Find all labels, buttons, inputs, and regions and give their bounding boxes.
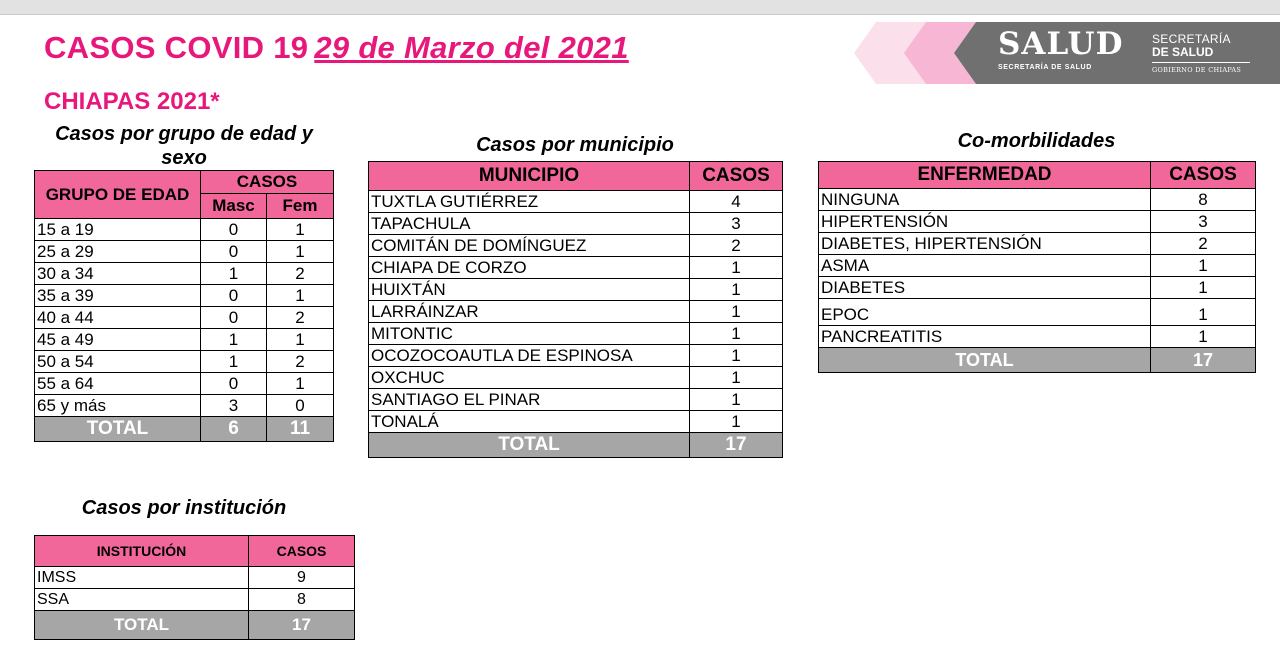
institucion-table bbox=[34, 535, 355, 640]
table-row bbox=[819, 255, 1256, 277]
table-row bbox=[369, 213, 783, 235]
table-row bbox=[369, 345, 783, 367]
edad-total-fem: 11 bbox=[267, 417, 334, 442]
municipio-section-title: Casos por municipio bbox=[476, 134, 674, 156]
edad-section-title: Casos por grupo de edad y sexo bbox=[55, 123, 313, 169]
edad-group-cell: 45 a 49 bbox=[35, 329, 201, 351]
municipio-cases-cell: 3 bbox=[690, 213, 783, 235]
edad-group-cell: 30 a 34 bbox=[35, 263, 201, 285]
municipio-cases-cell: 1 bbox=[690, 389, 783, 411]
edad-fem-cell: 2 bbox=[267, 351, 334, 373]
table-row bbox=[369, 367, 783, 389]
edad-group-cell: 65 y más bbox=[35, 395, 201, 417]
edad-masc-cell: 1 bbox=[201, 329, 267, 351]
table-row bbox=[35, 395, 334, 417]
comorbilidad-total-label: TOTAL bbox=[819, 348, 1151, 373]
edad-group-cell: 55 a 64 bbox=[35, 373, 201, 395]
table-row bbox=[819, 211, 1256, 233]
title-date: 29 de Marzo del 2021 bbox=[314, 30, 629, 65]
institucion-name-cell: SSA bbox=[35, 589, 249, 611]
institucion-cases-cell: 9 bbox=[249, 567, 355, 589]
total-row bbox=[35, 417, 334, 442]
table-row bbox=[35, 329, 334, 351]
table-row bbox=[369, 191, 783, 213]
institucion-total-label: TOTAL bbox=[35, 611, 249, 640]
municipio-cases-cell: 1 bbox=[690, 323, 783, 345]
municipio-cases-cell: 1 bbox=[690, 345, 783, 367]
edad-masc-cell: 0 bbox=[201, 285, 267, 307]
table-row bbox=[819, 277, 1256, 299]
municipio-table bbox=[368, 161, 783, 458]
comorbilidad-name-cell: HIPERTENSIÓN bbox=[819, 211, 1151, 233]
municipio-header-cases: CASOS bbox=[690, 162, 783, 191]
comorbilidad-header-name: ENFERMEDAD bbox=[819, 162, 1151, 189]
table-row bbox=[35, 589, 355, 611]
institucion-section-title: Casos por institución bbox=[81, 497, 287, 519]
table-row bbox=[35, 285, 334, 307]
municipio-cases-cell: 4 bbox=[690, 191, 783, 213]
comorbilidad-table-body bbox=[819, 189, 1256, 373]
municipio-name-cell: TUXTLA GUTIÉRREZ bbox=[369, 191, 690, 213]
table-row bbox=[369, 301, 783, 323]
logo-brand-sub: SECRETARÍA DE SALUD bbox=[998, 64, 1092, 71]
municipio-cases-cell: 1 bbox=[690, 301, 783, 323]
table-row bbox=[369, 389, 783, 411]
table-row bbox=[35, 219, 334, 241]
municipio-name-cell: OCOZOCOAUTLA DE ESPINOSA bbox=[369, 345, 690, 367]
table-row bbox=[819, 189, 1256, 211]
table-row bbox=[369, 323, 783, 345]
edad-fem-cell: 1 bbox=[267, 285, 334, 307]
municipio-cases-cell: 1 bbox=[690, 257, 783, 279]
total-row bbox=[819, 348, 1256, 373]
table-row bbox=[35, 567, 355, 589]
edad-group-cell: 25 a 29 bbox=[35, 241, 201, 263]
edad-header-fem: Fem bbox=[267, 194, 334, 219]
edad-group-cell: 40 a 44 bbox=[35, 307, 201, 329]
edad-masc-cell: 0 bbox=[201, 219, 267, 241]
comorbilidad-cases-cell: 8 bbox=[1151, 189, 1256, 211]
comorbilidad-name-cell: NINGUNA bbox=[819, 189, 1151, 211]
page-subtitle: CHIAPAS 2021* bbox=[44, 88, 220, 115]
edad-group-cell: 35 a 39 bbox=[35, 285, 201, 307]
comorbilidad-table bbox=[818, 161, 1256, 373]
table-row bbox=[369, 235, 783, 257]
comorbilidad-name-cell: DIABETES bbox=[819, 277, 1151, 299]
logo-secretaria-line2: DE SALUD bbox=[1152, 45, 1214, 59]
comorbilidad-cases-cell: 2 bbox=[1151, 233, 1256, 255]
page-title bbox=[44, 30, 629, 66]
institucion-cases-cell: 8 bbox=[249, 589, 355, 611]
municipio-name-cell: SANTIAGO EL PINAR bbox=[369, 389, 690, 411]
table-row bbox=[369, 411, 783, 433]
table-row bbox=[819, 326, 1256, 348]
table-row bbox=[819, 299, 1256, 326]
table-row bbox=[35, 241, 334, 263]
comorbilidad-section-title: Co-morbilidades bbox=[957, 130, 1116, 152]
edad-fem-cell: 0 bbox=[267, 395, 334, 417]
edad-fem-cell: 2 bbox=[267, 307, 334, 329]
comorbilidad-name-cell: EPOC bbox=[819, 299, 1151, 326]
edad-header-cases: CASOS bbox=[201, 171, 334, 194]
municipio-cases-cell: 1 bbox=[690, 367, 783, 389]
edad-table-body bbox=[35, 219, 334, 442]
municipio-header-name: MUNICIPIO bbox=[369, 162, 690, 191]
comorbilidad-header-cases: CASOS bbox=[1151, 162, 1256, 189]
institucion-table-body bbox=[35, 567, 355, 640]
municipio-table-body bbox=[369, 191, 783, 458]
total-row bbox=[369, 433, 783, 458]
edad-masc-cell: 0 bbox=[201, 373, 267, 395]
table-row bbox=[35, 263, 334, 285]
logo-gobierno: GOBIERNO DE CHIAPAS bbox=[1152, 66, 1242, 74]
logo-secretaria-line1: SECRETARÍA bbox=[1152, 32, 1231, 46]
comorbilidad-cases-cell: 3 bbox=[1151, 211, 1256, 233]
table-row bbox=[35, 307, 334, 329]
comorbilidad-name-cell: PANCREATITIS bbox=[819, 326, 1151, 348]
institucion-header-cases: CASOS bbox=[249, 536, 355, 567]
table-row bbox=[369, 257, 783, 279]
edad-fem-cell: 1 bbox=[267, 241, 334, 263]
edad-fem-cell: 1 bbox=[267, 329, 334, 351]
edad-table bbox=[34, 170, 334, 442]
institucion-total-value: 17 bbox=[249, 611, 355, 640]
edad-fem-cell: 2 bbox=[267, 263, 334, 285]
comorbilidad-total-value: 17 bbox=[1151, 348, 1256, 373]
edad-total-masc: 6 bbox=[201, 417, 267, 442]
edad-fem-cell: 1 bbox=[267, 219, 334, 241]
title-main: CASOS COVID 19 bbox=[44, 30, 309, 65]
municipio-total-label: TOTAL bbox=[369, 433, 690, 458]
municipio-name-cell: TAPACHULA bbox=[369, 213, 690, 235]
window-top-bar bbox=[0, 0, 1280, 15]
institucion-name-cell: IMSS bbox=[35, 567, 249, 589]
edad-masc-cell: 0 bbox=[201, 241, 267, 263]
edad-group-cell: 15 a 19 bbox=[35, 219, 201, 241]
edad-masc-cell: 0 bbox=[201, 307, 267, 329]
table-row bbox=[35, 351, 334, 373]
total-row bbox=[35, 611, 355, 640]
logo-divider bbox=[1152, 62, 1250, 63]
municipio-cases-cell: 1 bbox=[690, 279, 783, 301]
municipio-name-cell: LARRÁINZAR bbox=[369, 301, 690, 323]
logo-brand: SALUD bbox=[998, 26, 1124, 62]
comorbilidad-cases-cell: 1 bbox=[1151, 299, 1256, 326]
table-row bbox=[35, 373, 334, 395]
municipio-total-value: 17 bbox=[690, 433, 783, 458]
municipio-name-cell: OXCHUC bbox=[369, 367, 690, 389]
municipio-cases-cell: 1 bbox=[690, 411, 783, 433]
edad-fem-cell: 1 bbox=[267, 373, 334, 395]
edad-masc-cell: 3 bbox=[201, 395, 267, 417]
institucion-header-name: INSTITUCIÓN bbox=[35, 536, 249, 567]
comorbilidad-cases-cell: 1 bbox=[1151, 326, 1256, 348]
edad-total-label: TOTAL bbox=[35, 417, 201, 442]
edad-group-cell: 50 a 54 bbox=[35, 351, 201, 373]
edad-header-masc: Masc bbox=[201, 194, 267, 219]
municipio-name-cell: COMITÁN DE DOMÍNGUEZ bbox=[369, 235, 690, 257]
municipio-cases-cell: 2 bbox=[690, 235, 783, 257]
edad-masc-cell: 1 bbox=[201, 263, 267, 285]
municipio-name-cell: CHIAPA DE CORZO bbox=[369, 257, 690, 279]
edad-masc-cell: 1 bbox=[201, 351, 267, 373]
municipio-name-cell: HUIXTÁN bbox=[369, 279, 690, 301]
table-row bbox=[369, 279, 783, 301]
comorbilidad-name-cell: ASMA bbox=[819, 255, 1151, 277]
municipio-name-cell: MITONTIC bbox=[369, 323, 690, 345]
comorbilidad-cases-cell: 1 bbox=[1151, 277, 1256, 299]
comorbilidad-name-cell: DIABETES, HIPERTENSIÓN bbox=[819, 233, 1151, 255]
table-row bbox=[819, 233, 1256, 255]
comorbilidad-cases-cell: 1 bbox=[1151, 255, 1256, 277]
municipio-name-cell: TONALÁ bbox=[369, 411, 690, 433]
edad-header-group: GRUPO DE EDAD bbox=[35, 171, 201, 219]
